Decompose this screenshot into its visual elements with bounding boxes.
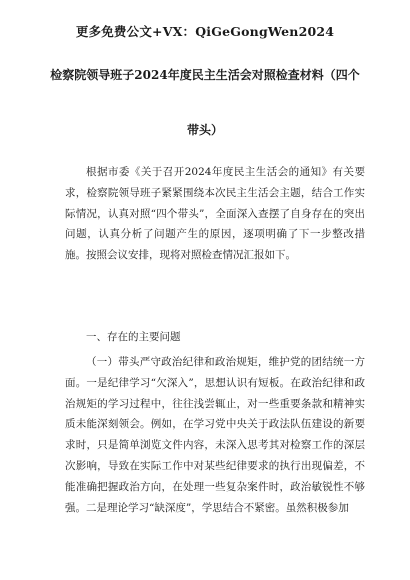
document-title-line1: 检察院领导班子2024年度民主生活会对照检查材料（四个 [50,68,360,82]
document-title-line2: 带头） [186,123,223,137]
section1-heading: 一、存在的主要问题 [86,331,181,343]
intro-paragraph: 根据市委《关于召开2024年度民主生活会的通知》有关要求，检察院领导班子紧紧围绕本次民主生活会主题，结合工作实际情况，认真对照“四个带头”，全面深入查摆了自身存在的突出问题，认真分析了问题产生的原因，逐项明确了下一步整改措施。按照会议安排，现将对照检查情况汇报如下。 [65,166,365,262]
header-promo-text: 更多免费公文+VX：QiGeGongWen2024 [75,24,335,39]
section-item-block [65,352,365,518]
intro-paragraph-block [65,162,365,266]
section-heading-block [65,327,365,348]
section1-item1-paragraph: （一）带头严守政治纪律和政治规矩，维护党的团结统一方面。一是纪律学习“欠深入”，思想认识有短板。在政治纪律和政治规矩的学习过程中，往往浅尝辄止，对一些重要条款和精神实质未能深刻领会。例如，在学习党中央关于政法队伍建设的新要求时，只是简单浏览文件内容，未深入思考其对检察工作的深层次影响，导致在实际工作中对某些纪律要求的执行出现偏差，不能准确把握政治方向，在处理一些复杂案件时，政治敏锐性不够强。二是理论学习“缺深度”，学思结合不紧密。虽然积极参加 [65,356,365,514]
